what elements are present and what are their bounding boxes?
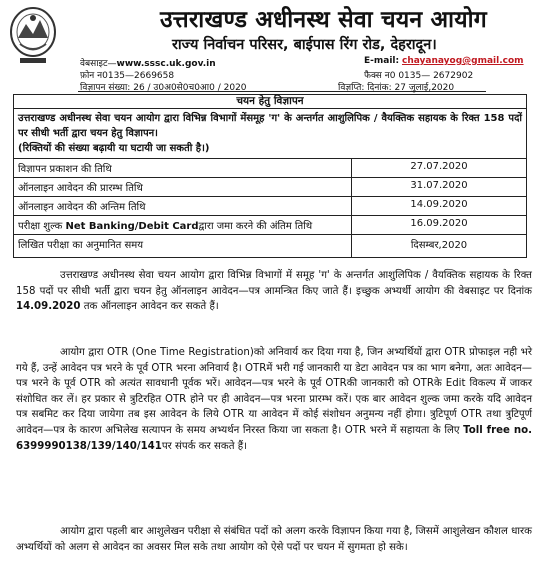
- notice-description: उत्तराखण्ड अधीनस्थ सेवा चयन आयोग द्वारा विभिन्न विभागों मेंसमूह 'ग' के अन्तर्गत आशुलिपिक / वैयक्तिक सहायक के रिक्त 158 पदों पर सीधी भर्ती द्वारा चयन हेतु विज्ञापन। (रिक्तियों की संख्या बढ़ायी या घटायी जा सकती है।): [14, 109, 526, 159]
- paragraph-stenography: आयोग द्वारा पहली बार आशुलेखन परीक्षा से संबंधित पदों को अलग करके विज्ञापन किया गया है, जिसमें आशुलेखन कौशल धारक अभ्यर्थियों को अलग से आवेदन का अवसर मिल सके तथा आयोग को ऐसे पदों पर चयन में सुगमता हो सके।: [16, 526, 532, 553]
- date-label: विज्ञापन प्रकाशन की तिथि: [14, 159, 352, 177]
- date-value: 31.07.2020: [410, 180, 468, 191]
- uttarakhand-emblem-icon: [8, 4, 58, 66]
- date-value: 16.09.2020: [410, 218, 468, 229]
- table-row: [14, 159, 526, 178]
- email-line: E-mail: chayanayog@gmail.com: [364, 56, 524, 66]
- date-value: 14.09.2020: [410, 199, 468, 210]
- notice-heading: चयन हेतु विज्ञापन: [14, 95, 526, 109]
- organization-address: राज्य निर्वाचन परिसर, बाईपास रिंग रोड, देहरादून।: [172, 37, 437, 53]
- paragraph-invitation: उत्तराखण्ड अधीनस्थ सेवा चयन आयोग द्वारा विभिन्न विभागों में समूह 'ग' के अन्तर्गत आशुलिपिक / वैयक्तिक सहायक के रिक्त 158 पदों पर सीधी भर्ती द्वारा चयन हेतु ऑनलाइन आवेदन—पत्र आमन्त्रित किए जाते हैं। इच्छुक अभ्यर्थी आयोग की वेबसाइट पर दिनांक 14.09.2020 तक ऑनलाइन आवेदन कर सकते हैं।: [16, 270, 532, 313]
- table-row: [14, 235, 526, 257]
- date-label: लिखित परीक्षा का अनुमानित समय: [14, 235, 352, 257]
- date-label: ऑनलाइन आवेदन की अन्तिम तिथि: [14, 197, 352, 215]
- table-row: [14, 216, 526, 235]
- fax-number: फैक्स न0 0135— 2672902: [364, 71, 474, 81]
- table-row: [14, 178, 526, 197]
- phone-number: फ़ोन न0135—2669658: [80, 71, 175, 81]
- website-line: वेबसाइट—www.sssc.uk.gov.in: [80, 59, 216, 69]
- advertisement-date: विज्ञप्ति: दिनांक: 27 जुलाई,2020: [338, 83, 455, 93]
- table-row: [14, 197, 526, 216]
- email-link[interactable]: chayanayog@gmail.com: [401, 56, 524, 66]
- date-value: 27.07.2020: [410, 161, 468, 172]
- paragraph-otr: आयोग द्वारा OTR (One Time Registration)को अनिवार्य कर दिया गया है, जिन अभ्यर्थियों द्वारा OTR प्रोफाइल नही भरे गये हैं, उन्हें आवेदन पत्र भरने के पूर्व OTR भरना अनिवार्य है। OTRमें भरी गई जानकारी या डेटा आवेदन पत्र का भाग बनेगा, अतः आवेदन—पत्र भरने के पूर्व OTR को अत्यंत सावधानी पूर्वक भरें। आवेदन—पत्र भरने के पूर्व OTRकी जानकारी को OTRके Edit विकल्प में जाकर संशोधित कर लें। हर प्रकार से त्रुटिरहित OTR होने पर ही आवेदन—पत्र भरना प्रारम्भ करें। एक बार आवेदन शुल्क जमा करके यदि आवेदन पत्र सबमिट कर दिया जायेगा तब इस आवेदन के लिये OTR या आवेदन में कोई संशोधन अनुमन्य नहीं होगा। त्रुटिपूर्ण OTR तथा त्रुटिपूर्ण आवेदन—पत्र के कारण अभिलेख सत्यापन के समय अभ्यर्थन निरस्त किया जा सकता है। OTR भरने में सहायता के लिए Toll free no. 6399990138/139/140/141पर संपर्क कर सकते हैं।: [16, 347, 532, 452]
- date-label: परीक्षा शुल्क Net Banking/Debit Cardद्वारा जमा करने की अंतिम तिथि: [14, 216, 352, 234]
- date-label: ऑनलाइन आवेदन की प्रारम्भ तिथि: [14, 178, 352, 196]
- vacancy-note: (रिक्तियों की संख्या बढ़ायी या घटायी जा सकती है।): [18, 143, 210, 154]
- advertisement-number: विज्ञापन संख्या: 26 / उ0अ0से0च0आ0 / 2020: [80, 83, 247, 93]
- date-value: दिसम्बर,2020: [410, 240, 468, 251]
- notice-table: [13, 94, 527, 258]
- organization-title: उत्तराखण्ड अधीनस्थ सेवा चयन आयोग: [160, 7, 487, 33]
- last-date: 14.09.2020: [16, 301, 81, 313]
- header-divider: [78, 91, 486, 92]
- website-link[interactable]: www.sssc.uk.gov.in: [116, 59, 216, 69]
- toll-free-number: Toll free no. 6399990138/139/140/141: [16, 424, 532, 452]
